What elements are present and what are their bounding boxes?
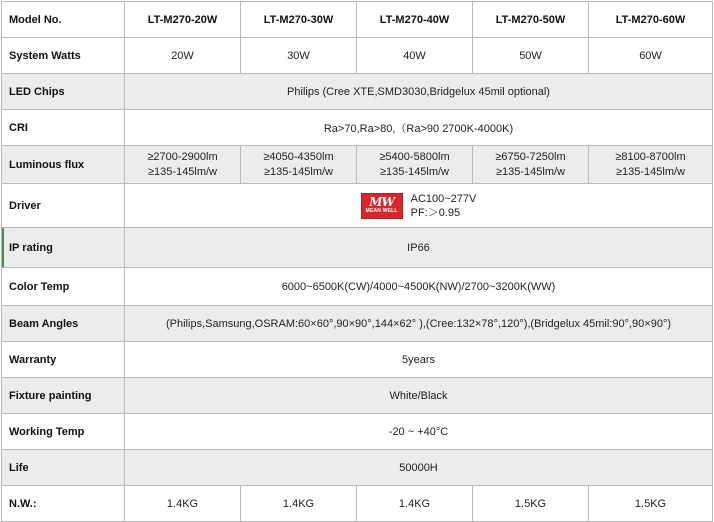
row-label: N.W.: xyxy=(2,486,125,522)
cell-value: 1.4KG xyxy=(357,486,473,522)
cell-value: 40W xyxy=(357,38,473,74)
row-accent-bar xyxy=(2,228,4,267)
cell-value: 50000H xyxy=(125,450,713,486)
flux-lumens: ≥5400-5800lm xyxy=(379,150,450,163)
logo-mark: MW xyxy=(369,195,394,209)
flux-efficacy: ≥135-145lm/w xyxy=(263,165,333,178)
flux-cell xyxy=(473,146,589,184)
cell-value: 50W xyxy=(473,38,589,74)
flux-lumens: ≥2700-2900lm xyxy=(147,150,218,163)
beam-angles-row xyxy=(2,306,713,342)
row-label-text: IP rating xyxy=(9,241,53,254)
row-label: CRI xyxy=(2,110,125,146)
flux-efficacy: ≥135-145lm/w xyxy=(615,165,685,178)
system-watts-row xyxy=(2,38,713,74)
ip-rating-row xyxy=(2,228,713,268)
cell-value: 1.5KG xyxy=(473,486,589,522)
cell-value: Ra>70,Ra>80,（Ra>90 2700K-4000K) xyxy=(125,110,713,146)
cell-value: White/Black xyxy=(125,378,713,414)
row-label: Life xyxy=(2,450,125,486)
driver-power-factor: PF:＞0.95 xyxy=(410,206,461,219)
header-row xyxy=(2,2,713,38)
flux-lumens: ≥8100-8700lm xyxy=(615,150,686,163)
model-name: LT-M270-50W xyxy=(473,2,589,38)
fixture-painting-row xyxy=(2,378,713,414)
flux-cell xyxy=(357,146,473,184)
row-label: System Watts xyxy=(2,38,125,74)
cell-value: 20W xyxy=(125,38,241,74)
row-label: Luminous flux xyxy=(2,146,125,184)
cri-row xyxy=(2,110,713,146)
row-label: Working Temp xyxy=(2,414,125,450)
flux-efficacy: ≥135-145lm/w xyxy=(495,165,565,178)
net-weight-row xyxy=(2,486,713,522)
led-chips-row xyxy=(2,74,713,110)
row-label: Driver xyxy=(2,184,125,228)
driver-row xyxy=(2,184,713,228)
row-label: Fixture painting xyxy=(2,378,125,414)
row-label xyxy=(2,228,125,268)
life-row xyxy=(2,450,713,486)
cell-value: 30W xyxy=(241,38,357,74)
row-label: Beam Angles xyxy=(2,306,125,342)
flux-lumens: ≥6750-7250lm xyxy=(495,150,566,163)
mean-well-logo xyxy=(361,193,403,219)
cell-value: (Philips,Samsung,OSRAM:60×60°,90×90°,144×62° ),(Cree:132×78°,120°),(Bridgelux 45mil:90°,90×90°) xyxy=(125,306,713,342)
warranty-row xyxy=(2,342,713,378)
cell-value: 1.4KG xyxy=(241,486,357,522)
color-temp-row xyxy=(2,268,713,306)
row-label: LED Chips xyxy=(2,74,125,110)
flux-cell xyxy=(125,146,241,184)
cell-value: 1.5KG xyxy=(589,486,713,522)
model-name: LT-M270-30W xyxy=(241,2,357,38)
logo-text: MEAN WELL xyxy=(365,208,398,214)
flux-efficacy: ≥135-145lm/w xyxy=(147,165,217,178)
driver-info xyxy=(361,192,477,220)
row-label: Warranty xyxy=(2,342,125,378)
cell-value: 6000~6500K(CW)/4000~4500K(NW)/2700~3200K(WW) xyxy=(125,268,713,306)
driver-specs xyxy=(411,192,477,220)
model-name: LT-M270-40W xyxy=(357,2,473,38)
model-name: LT-M270-60W xyxy=(589,2,713,38)
flux-cell xyxy=(241,146,357,184)
row-label: Color Temp xyxy=(2,268,125,306)
flux-cell xyxy=(589,146,713,184)
flux-lumens: ≥4050-4350lm xyxy=(263,150,334,163)
model-name: LT-M270-20W xyxy=(125,2,241,38)
cell-value: Philips (Cree XTE,SMD3030,Bridgelux 45mil optional) xyxy=(125,74,713,110)
luminous-flux-row xyxy=(2,146,713,184)
model-label: Model No. xyxy=(2,2,125,38)
cell-value: 60W xyxy=(589,38,713,74)
flux-efficacy: ≥135-145lm/w xyxy=(379,165,449,178)
working-temp-row xyxy=(2,414,713,450)
driver-cell xyxy=(125,184,713,228)
cell-value: 5years xyxy=(125,342,713,378)
cell-value: IP66 xyxy=(125,228,713,268)
cell-value: -20 ~ +40°C xyxy=(125,414,713,450)
driver-voltage: AC100~277V xyxy=(410,192,477,205)
spec-table xyxy=(1,1,713,522)
cell-value: 1.4KG xyxy=(125,486,241,522)
